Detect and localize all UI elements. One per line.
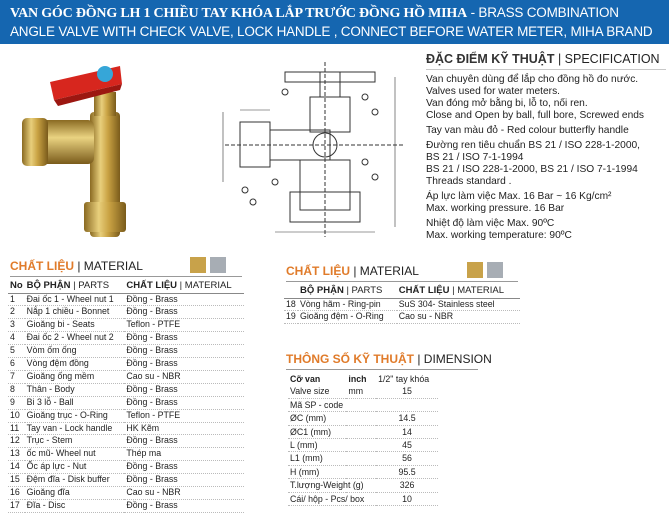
material-right-title: CHẤT LIỆU | MATERIAL (286, 264, 419, 278)
table-row: T.lượng-Weight (g) 326 (288, 479, 438, 492)
spec-line: Áp lực làm việc Max. 16 Bar ~ 16 Kg/cm² (426, 191, 612, 202)
table-row: 9 Bi 3 lỗ - Ball Đồng - Brass (8, 396, 244, 409)
table-row: 2 Nắp 1 chiều - Bonnet Đồng - Brass (8, 306, 244, 319)
table-row: 7 Gioăng ống mềm Cao su - NBR (8, 370, 244, 383)
material-left-table (8, 279, 244, 513)
dimension-table (288, 373, 438, 506)
table-row: 19 Gioăng đệm - O-Ring Cao su - NBR (284, 311, 520, 324)
material-left-title: CHẤT LIỆU | MATERIAL (10, 259, 143, 273)
title-english-part2: ANGLE VALVE WITH CHECK VALVE, LOCK HANDLE , CONNECT BEFORE WATER METER, MIHA BRAND (10, 24, 653, 39)
spec-line: Close and Open by ball, full bore, Screwed ends (426, 110, 645, 121)
table-row: 4 Đai ốc 2 - Wheel nut 2 Đồng - Brass (8, 332, 244, 345)
steel-swatch (210, 257, 226, 273)
material-left-rule (10, 276, 242, 277)
title-english-part1: - BRASS COMBINATION (467, 5, 619, 20)
spec-line: Max. working temperature: 90ºC (426, 230, 572, 241)
table-row: Mã SP - code (288, 398, 438, 411)
spec-line: BS 21 / ISO 228-1-2000, BS 21 / ISO 7-1-1994 (426, 164, 638, 175)
table-row: Cái/ hộp - Pcs/ box 10 (288, 492, 438, 505)
table-row: ØC (mm) 14.5 (288, 412, 438, 425)
specification-panel (426, 52, 666, 242)
technical-drawing (215, 52, 420, 242)
table-row: L (mm) 45 (288, 439, 438, 452)
dimension-header-row: Cỡ van inch 1/2" tay khóa (290, 374, 430, 384)
spec-line: Tay van màu đỏ - Red colour butterfly handle (426, 125, 629, 136)
title-vietnamese: VAN GÓC ĐỒNG LH 1 CHIỀU TAY KHÓA LẮP TRƯỚC ĐỒNG HỒ MIHA (10, 6, 468, 21)
brass-swatch (467, 262, 483, 278)
dimension-rule (286, 369, 478, 370)
brass-swatch (190, 257, 206, 273)
table-row: 14 Ốc áp lực - Nut Đồng - Brass (8, 461, 244, 474)
header-banner (0, 0, 669, 44)
table-row: ØC1 (mm) 14 (288, 425, 438, 438)
spec-line: Van đóng mở bằng bi, lỗ to, nối ren. (426, 98, 588, 109)
material-right-header: BỘ PHẬN | PARTS CHẤT LIỆU | MATERIAL (284, 284, 520, 298)
spec-line: BS 21 / ISO 7-1-1994 (426, 152, 524, 163)
table-row: H (mm) 95.5 (288, 465, 438, 478)
steel-swatch (487, 262, 503, 278)
material-left-header: No BỘ PHẬN | PARTS CHẤT LIỆU | MATERIAL (8, 279, 244, 293)
table-row: 11 Tay van - Lock handle HK Kẽm (8, 422, 244, 435)
spec-line: Max. working pressure. 16 Bar (426, 203, 565, 214)
table-row: L1 (mm) 56 (288, 452, 438, 465)
product-photo (10, 52, 155, 242)
spec-line: Van chuyên dùng để lắp cho đồng hồ đo nước. (426, 74, 639, 85)
table-row: 1 Đai ốc 1 - Wheel nut 1 Đồng - Brass (8, 293, 244, 306)
dimension-title: THÔNG SỐ KỸ THUẬT | DIMENSION (286, 352, 492, 366)
spec-line: Valves used for water meters. (426, 86, 560, 97)
table-row: 18 Vòng hãm - Ring-pin SuS 304- Stainless steel (284, 298, 520, 311)
table-row: 8 Thân - Body Đồng - Brass (8, 383, 244, 396)
table-row: 3 Gioăng bi - Seats Teflon - PTFE (8, 319, 244, 332)
specification-title: ĐẶC ĐIỂM KỸ THUẬT | SPECIFICATION (426, 52, 666, 70)
table-row: 5 Vòm ốm ống Đồng - Brass (8, 345, 244, 358)
table-row: 10 Gioăng trục - O-Ring Teflon - PTFE (8, 409, 244, 422)
spec-line: Nhiệt độ làm việc Max. 90ºC (426, 218, 555, 229)
table-row: 16 Gioăng đĩa Cao su - NBR (8, 487, 244, 500)
spec-line: Đường ren tiêu chuẩn BS 21 / ISO 228-1-2000, (426, 140, 640, 151)
table-row: 15 Đệm đĩa - Disk buffer Đồng - Brass (8, 474, 244, 487)
table-row: 17 Đĩa - Disc Đồng - Brass (8, 500, 244, 513)
table-row: 13 ốc mũ- Wheel nut Thép ma (8, 448, 244, 461)
material-right-table (284, 284, 520, 324)
spec-line: Threads standard . (426, 176, 512, 187)
table-row: 12 Trục - Stem Đồng - Brass (8, 435, 244, 448)
dimension-header-row: Valve size mm 15 (288, 385, 438, 398)
table-row: 6 Vòng đệm đồng Đồng - Brass (8, 358, 244, 371)
material-right-rule (286, 281, 518, 282)
